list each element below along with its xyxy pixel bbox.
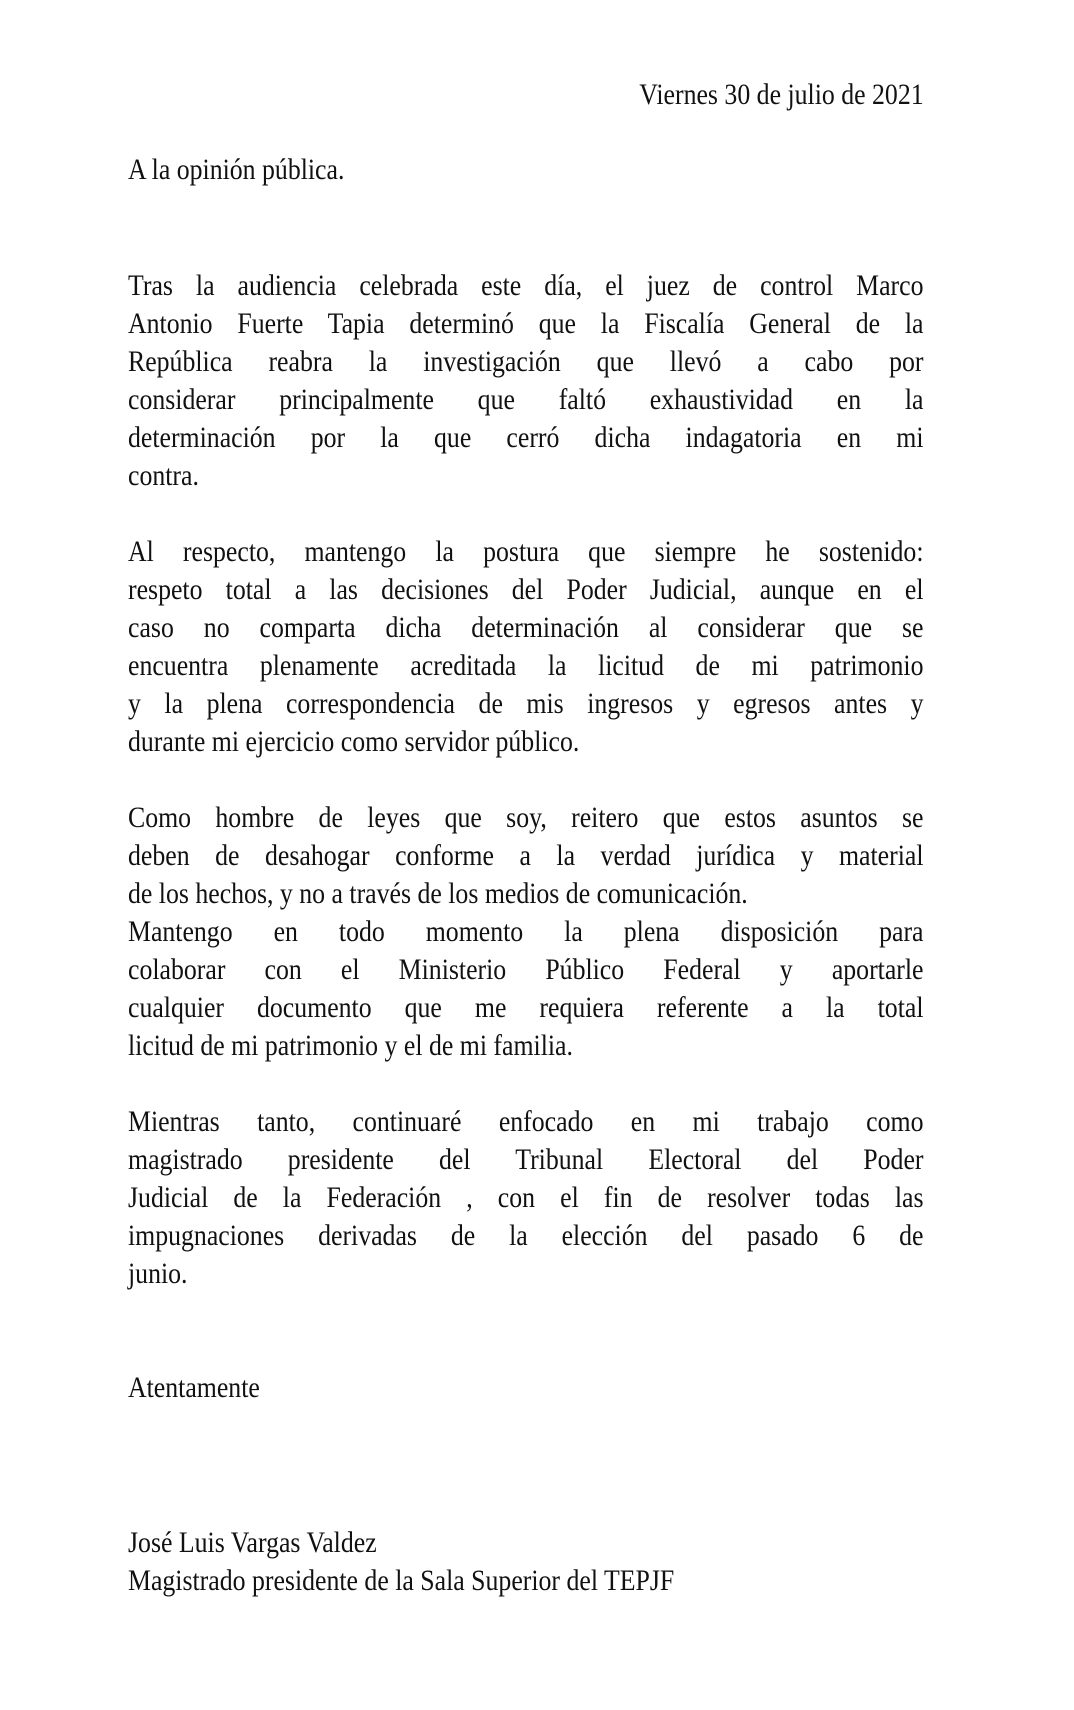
line-text: República reabra la investigación que llevó a cabo por xyxy=(128,345,924,378)
paragraph-line xyxy=(128,533,924,571)
paragraph-line xyxy=(128,1103,924,1141)
line-text: Al respecto, mantengo la postura que siempre he sostenido: xyxy=(128,535,924,568)
line-text: colaborar con el Ministerio Público Federal y aportarle xyxy=(128,953,924,986)
line-text: licitud de mi patrimonio y el de mi familia. xyxy=(128,1029,573,1062)
salutation-text: A la opinión pública. xyxy=(128,153,345,186)
paragraph-line xyxy=(128,457,924,495)
line-text: considerar principalmente que faltó exhaustividad en la xyxy=(128,383,924,416)
line-text: de los hechos, y no a través de los medios de comunicación. xyxy=(128,877,748,910)
signatory-title-text: Magistrado presidente de la Sala Superior del TEPJF xyxy=(128,1564,675,1597)
paragraph-line xyxy=(128,1141,924,1179)
line-text: Antonio Fuerte Tapia determinó que la Fiscalía General de la xyxy=(128,307,924,340)
line-text: durante mi ejercicio como servidor público. xyxy=(128,725,580,758)
letter-salutation xyxy=(128,151,924,189)
paragraph-line xyxy=(128,381,924,419)
line-text: y la plena correspondencia de mis ingresos y egresos antes y xyxy=(128,687,924,720)
line-text: junio. xyxy=(128,1257,188,1290)
paragraph-line xyxy=(128,837,924,875)
line-text: deben de desahogar conforme a la verdad jurídica y material xyxy=(128,839,924,872)
line-text: Tras la audiencia celebrada este día, el juez de control Marco xyxy=(128,269,924,302)
paragraph-line xyxy=(128,267,924,305)
signatory-name-text: José Luis Vargas Valdez xyxy=(128,1526,377,1559)
line-text: Mantengo en todo momento la plena disposición para xyxy=(128,915,924,948)
line-text: impugnaciones derivadas de la elección del pasado 6 de xyxy=(128,1219,924,1252)
closing-text: Atentamente xyxy=(128,1371,260,1404)
paragraph-line xyxy=(128,989,924,1027)
line-text: contra. xyxy=(128,459,199,492)
signatory-name xyxy=(128,1524,924,1562)
paragraph-line xyxy=(128,571,924,609)
paragraph-line xyxy=(128,951,924,989)
paragraph-line xyxy=(128,685,924,723)
line-text: Mientras tanto, continuaré enfocado en mi trabajo como xyxy=(128,1105,924,1138)
line-text: Judicial de la Federación , con el fin de resolver todas las xyxy=(128,1181,924,1214)
paragraph-line xyxy=(128,723,924,761)
line-text: magistrado presidente del Tribunal Electoral del Poder xyxy=(128,1143,924,1176)
signatory-title xyxy=(128,1562,924,1600)
line-text: Como hombre de leyes que soy, reitero que estos asuntos se xyxy=(128,801,924,834)
line-text: encuentra plenamente acreditada la licitud de mi patrimonio xyxy=(128,649,924,682)
paragraph-line xyxy=(128,305,924,343)
paragraph-line xyxy=(128,609,924,647)
paragraph-line xyxy=(128,1179,924,1217)
line-text: respeto total a las decisiones del Poder Judicial, aunque en el xyxy=(128,573,924,606)
letter-closing xyxy=(128,1369,924,1407)
letter-date xyxy=(560,76,924,114)
paragraph-line xyxy=(128,1027,924,1065)
paragraph-line xyxy=(128,799,924,837)
paragraph-line xyxy=(128,419,924,457)
paragraph-line xyxy=(128,1255,924,1293)
paragraph-line xyxy=(128,343,924,381)
paragraph-line xyxy=(128,913,924,951)
line-text: caso no comparta dicha determinación al considerar que se xyxy=(128,611,924,644)
line-text: cualquier documento que me requiera referente a la total xyxy=(128,991,924,1024)
paragraph-line xyxy=(128,1217,924,1255)
paragraph-line xyxy=(128,875,924,913)
paragraph-line xyxy=(128,647,924,685)
line-text: determinación por la que cerró dicha indagatoria en mi xyxy=(128,421,924,454)
letter-date-text: Viernes 30 de julio de 2021 xyxy=(639,78,924,111)
